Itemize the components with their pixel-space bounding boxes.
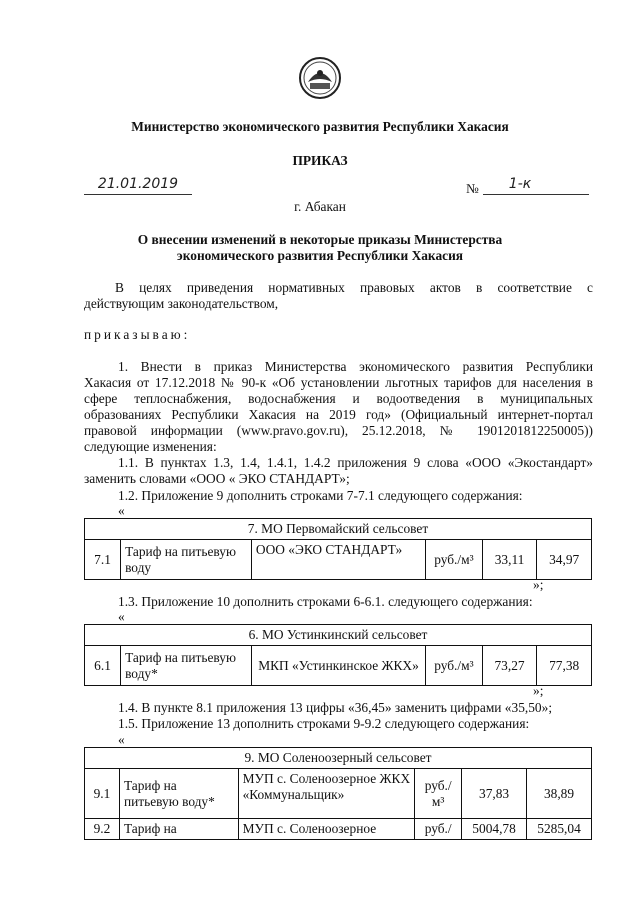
table1-heading: 7. МО Первомайский сельсовет <box>85 519 592 540</box>
number-label: № <box>466 181 479 196</box>
value-2: 5285,04 <box>527 819 592 840</box>
doc-number: 1-к <box>508 176 532 192</box>
unit: руб./м³ <box>415 769 462 819</box>
value-1: 5004,78 <box>462 819 527 840</box>
value-1: 73,27 <box>482 646 537 686</box>
intro-line-2: действующим законодательством, <box>84 296 279 311</box>
item1-4: 1.4. В пункте 8.1 приложения 13 цифры «36,45» заменить цифрами «35,50»; <box>118 700 553 715</box>
row-number: 7.1 <box>85 540 121 580</box>
organization: МКП «Устинкинское ЖКХ» <box>251 646 425 686</box>
value-2: 77,38 <box>537 646 592 686</box>
item1-line-4: образованиях Республики Хакасия на 2019 год» (Официальный интернет-портал <box>84 407 593 422</box>
coat-of-arms-icon <box>298 56 342 100</box>
tariff-table-1 <box>84 518 592 580</box>
item1-line-6: следующие изменения: <box>84 439 217 454</box>
tariff-name: Тариф на питьевую воду <box>121 540 252 580</box>
item1-3: 1.3. Приложение 10 дополнить строками 6-6.1. следующего содержания: <box>118 594 533 609</box>
subject-line-1: О внесении изменений в некоторые приказы Министерства <box>137 232 503 247</box>
order-word: приказываю: <box>84 327 191 342</box>
close-quote-2: »; <box>533 683 544 698</box>
item1-line-3: сфере теплоснабжения, водоснабжения и водоотведения в муниципальных <box>84 391 593 406</box>
tariff-table-2 <box>84 624 592 686</box>
intro-line-1: В целях приведения нормативных правовых актов в соответствие с <box>115 280 593 295</box>
date-underline <box>84 194 192 195</box>
item1-line-1: 1. Внести в приказ Министерства экономического развития Республики <box>118 359 593 374</box>
item1-2: 1.2. Приложение 9 дополнить строками 7-7.1 следующего содержания: <box>118 488 523 503</box>
table3-heading: 9. МО Соленоозерный сельсовет <box>85 748 592 769</box>
organization: МУП с. Соленоозерное ЖКХ «Коммунальщик» <box>238 769 415 819</box>
tariff-name: Тариф на питьевую воду* <box>119 769 238 819</box>
row-number: 9.2 <box>85 819 120 840</box>
table-row <box>85 769 592 819</box>
table-row <box>85 540 592 580</box>
doc-type: ПРИКАЗ <box>292 153 348 168</box>
unit: руб./м³ <box>426 646 483 686</box>
organization: ООО «ЭКО СТАНДАРТ» <box>251 540 425 580</box>
value-2: 34,97 <box>537 540 592 580</box>
table-row <box>85 819 592 840</box>
close-quote-1: »; <box>533 577 544 592</box>
subject-line-2: экономического развития Республики Хакасия <box>176 248 464 263</box>
open-quote-2: « <box>118 609 125 624</box>
item1-1-line-2: заменить словами «ООО « ЭКО СТАНДАРТ»; <box>84 471 350 486</box>
doc-date: 21.01.2019 <box>97 176 179 192</box>
city: г. Абакан <box>294 199 346 214</box>
unit: руб./м³ <box>426 540 483 580</box>
organization: МУП с. Соленоозерное <box>238 819 415 840</box>
open-quote-1: « <box>118 503 125 518</box>
open-quote-3: « <box>118 732 125 747</box>
tariff-name: Тариф на <box>119 819 238 840</box>
value-2: 38,89 <box>527 769 592 819</box>
value-1: 37,83 <box>462 769 527 819</box>
item1-1-line-1: 1.1. В пунктах 1.3, 1.4, 1.4.1, 1.4.2 приложения 9 слова «ООО «Экостандарт» <box>118 455 593 470</box>
row-number: 6.1 <box>85 646 121 686</box>
item1-line-5: правовой информации (www.pravo.gov.ru), 25.12.2018, № 1901201812250005)) <box>84 423 593 438</box>
tariff-table-3 <box>84 747 592 840</box>
table-row <box>85 646 592 686</box>
item1-5: 1.5. Приложение 13 дополнить строками 9-9.2 следующего содержания: <box>118 716 530 731</box>
table2-heading: 6. МО Устинкинский сельсовет <box>85 625 592 646</box>
value-1: 33,11 <box>482 540 537 580</box>
unit: руб./ <box>415 819 462 840</box>
ministry-name: Министерство экономического развития Республики Хакасия <box>131 119 509 134</box>
row-number: 9.1 <box>85 769 120 819</box>
number-underline <box>483 194 589 195</box>
tariff-name: Тариф на питьевую воду* <box>121 646 252 686</box>
item1-line-2: Хакасия от 17.12.2018 № 90-к «Об установлении льготных тарифов для населения в <box>84 375 593 390</box>
